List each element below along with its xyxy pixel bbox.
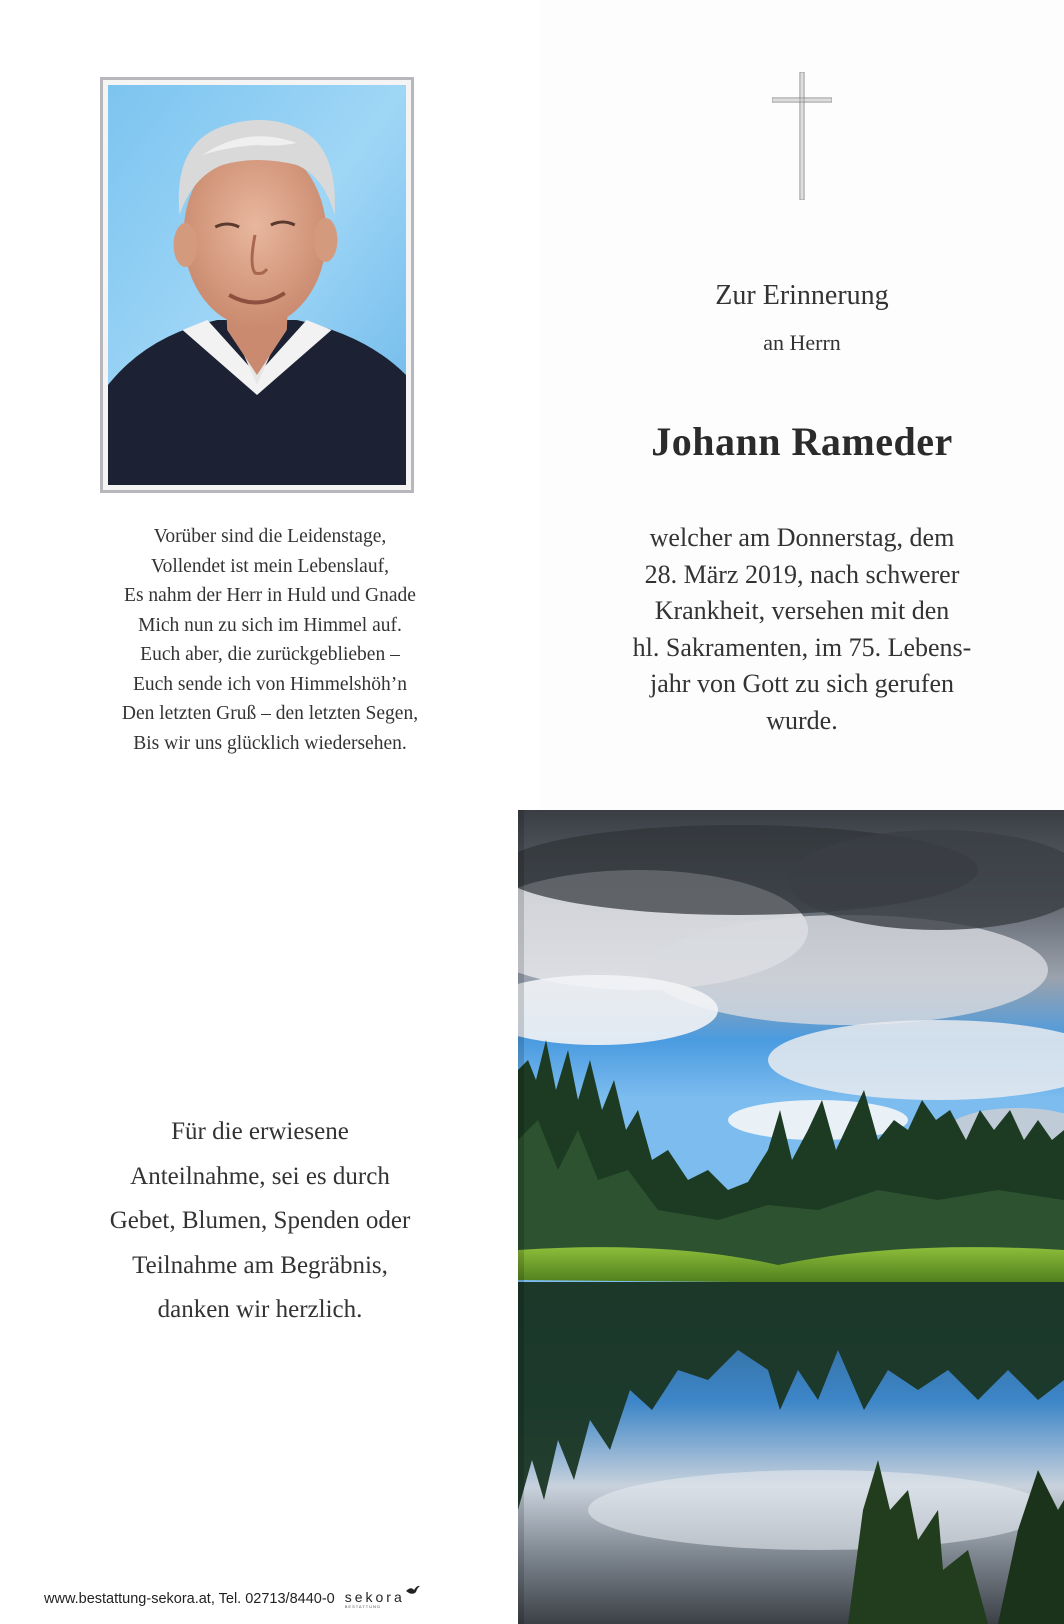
- farewell-poem: [20, 522, 520, 758]
- announcement-line: Krankheit, versehen mit den: [654, 596, 950, 625]
- logo-subtitle: BESTATTUNG: [344, 1603, 382, 1609]
- thanks-line: Für die erwiesene: [171, 1118, 349, 1145]
- card-panel-landscape: [518, 810, 1064, 1624]
- announcement-line: hl. Sakramenten, im 75. Lebens-: [632, 632, 972, 662]
- logo-name: sekora: [344, 1588, 405, 1605]
- announcement-line: welcher am Donnerstag, dem: [649, 523, 955, 552]
- thanks-line: Anteilnahme, sei es durch: [130, 1162, 390, 1190]
- cross-icon: [772, 72, 832, 200]
- portrait-photo: [108, 85, 406, 485]
- card-panel-memorial: [540, 0, 1064, 810]
- announcement-line: 28. März 2019, nach schwerer: [644, 559, 960, 589]
- memorial-heading: Zur Erinnerung: [715, 280, 889, 311]
- mountain-lake-photo: [518, 810, 1064, 1624]
- poem-line: Bis wir uns glücklich wiedersehen.: [133, 732, 407, 754]
- poem-line: Mich nun zu sich im Himmel auf.: [138, 614, 402, 636]
- thanks-message: [20, 1110, 500, 1333]
- poem-line: Vollendet ist mein Lebenslauf,: [151, 555, 389, 577]
- announcement-line: wurde.: [766, 705, 838, 735]
- poem-line: Den letzten Gruß – den letzten Segen,: [121, 703, 419, 724]
- funeral-home-footer: [44, 1586, 514, 1612]
- poem-line: Euch aber, die zurückgeblieben –: [140, 644, 400, 665]
- death-announcement: [560, 520, 1044, 739]
- card-panel-portrait: [0, 0, 540, 810]
- announcement-line: jahr von Gott zu sich gerufen: [650, 669, 954, 698]
- deceased-name: Johann Rameder: [651, 419, 953, 464]
- funeral-home-contact: www.bestattung-sekora.at, Tel. 02713/8440-0: [44, 1591, 335, 1607]
- thanks-line: Gebet, Blumen, Spenden oder: [109, 1207, 411, 1234]
- funeral-home-logo: [345, 1590, 405, 1609]
- poem-line: Es nahm der Herr in Huld und Gnade: [124, 585, 416, 606]
- bird-icon: [405, 1584, 421, 1596]
- memorial-subheading: an Herrn: [763, 330, 841, 355]
- thanks-line: Teilnahme am Begräbnis,: [132, 1251, 388, 1279]
- poem-line: Vorüber sind die Leidenstage,: [153, 526, 387, 547]
- portrait-frame: [100, 77, 414, 493]
- poem-line: Euch sende ich von Himmelshöh’n: [132, 673, 408, 695]
- thanks-line: danken wir herzlich.: [157, 1296, 363, 1323]
